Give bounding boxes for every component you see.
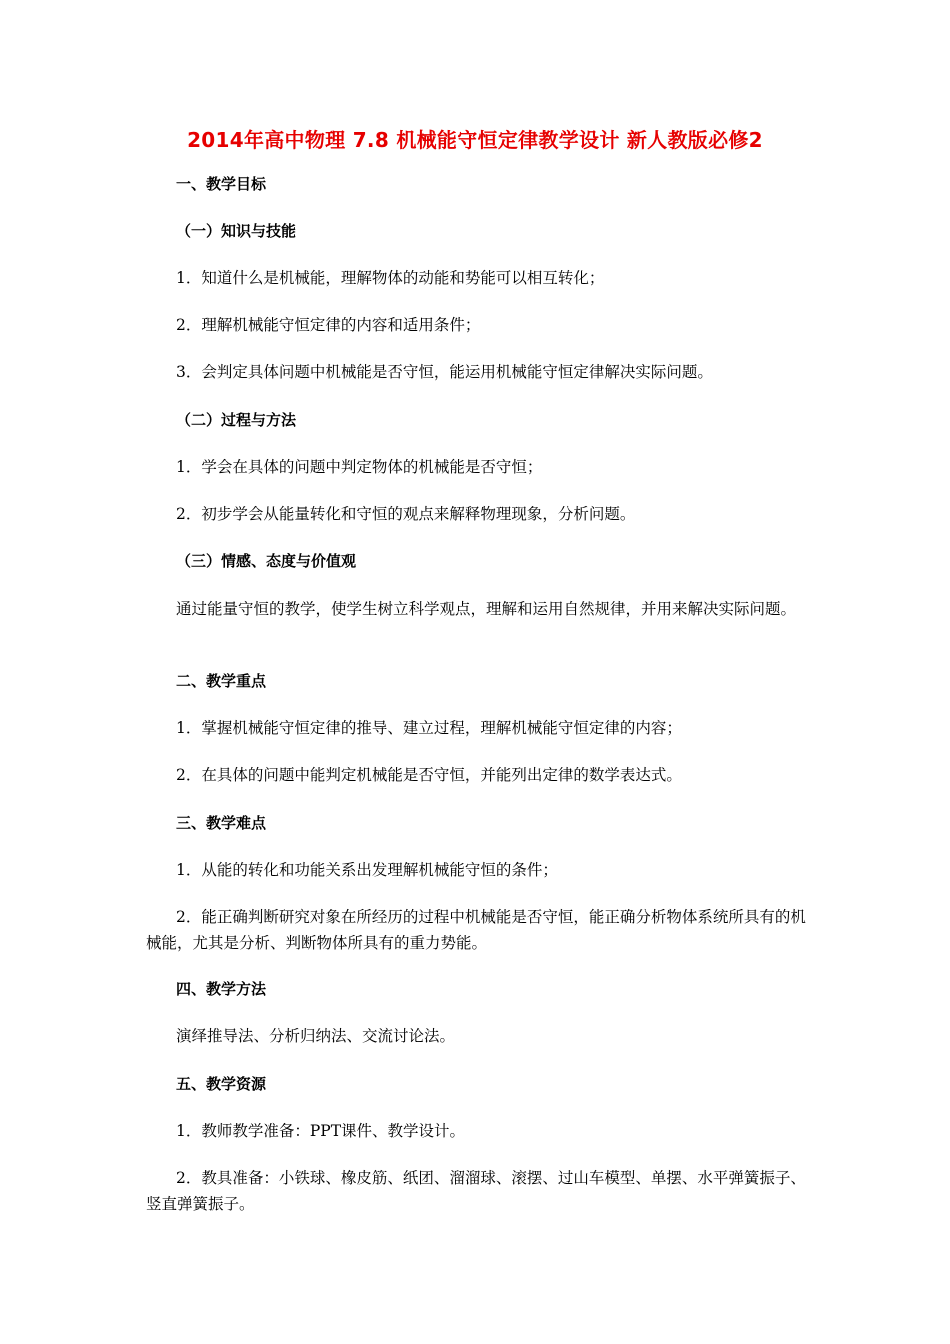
list-item: 2．初步学会从能量转化和守恒的观点来解释物理现象，分析问题。 — [176, 505, 636, 523]
subsection-heading-attitude-values: （三）情感、态度与价值观 — [176, 552, 357, 570]
paragraph-teaching-aids: 2．教具准备：小铁球、橡皮筋、纸团、溜溜球、滚摆、过山车模型、单摆、水平弹簧振子、竖直弹簧振子。 — [146, 1169, 806, 1213]
section-heading-key-points: 二、教学重点 — [176, 672, 267, 690]
section-heading-methods: 四、教学方法 — [176, 980, 267, 998]
list-item: 2．理解机械能守恒定律的内容和适用条件； — [176, 316, 481, 334]
section-heading-difficulties: 三、教学难点 — [176, 814, 267, 832]
subsection-heading-knowledge-skills: （一）知识与技能 — [176, 222, 297, 240]
list-item: 3．会判定具体问题中机械能是否守恒，能运用机械能守恒定律解决实际问题。 — [176, 363, 713, 381]
section-heading-resources: 五、教学资源 — [176, 1075, 267, 1093]
subsection-heading-process-methods: （二）过程与方法 — [176, 411, 297, 429]
list-item: 1．知道什么是机械能，理解物体的动能和势能可以相互转化； — [176, 269, 605, 287]
list-item: 1．教师教学准备：PPT课件、教学设计。 — [176, 1122, 466, 1140]
paragraph-attitude-values: 通过能量守恒的教学，使学生树立科学观点，理解和运用自然规律，并用来解决实际问题。 — [176, 600, 797, 618]
section-heading-objectives: 一、教学目标 — [176, 175, 267, 193]
list-item: 1．掌握机械能守恒定律的推导、建立过程，理解机械能守恒定律的内容； — [176, 719, 682, 737]
list-item: 1．学会在具体的问题中判定物体的机械能是否守恒； — [176, 458, 543, 476]
document-title: 2014年高中物理 7.8 机械能守恒定律教学设计 新人教版必修2 — [187, 128, 763, 152]
list-item: 2．在具体的问题中能判定机械能是否守恒，并能列出定律的数学表达式。 — [176, 766, 682, 784]
paragraph-difficulty-2: 2．能正确判断研究对象在所经历的过程中机械能是否守恒，能正确分析物体系统所具有的机械能，尤其是分析、判断物体所具有的重力势能。 — [146, 908, 806, 952]
list-item: 1．从能的转化和功能关系出发理解机械能守恒的条件； — [176, 861, 558, 879]
methods-text: 演绎推导法、分析归纳法、交流讨论法。 — [176, 1027, 456, 1045]
